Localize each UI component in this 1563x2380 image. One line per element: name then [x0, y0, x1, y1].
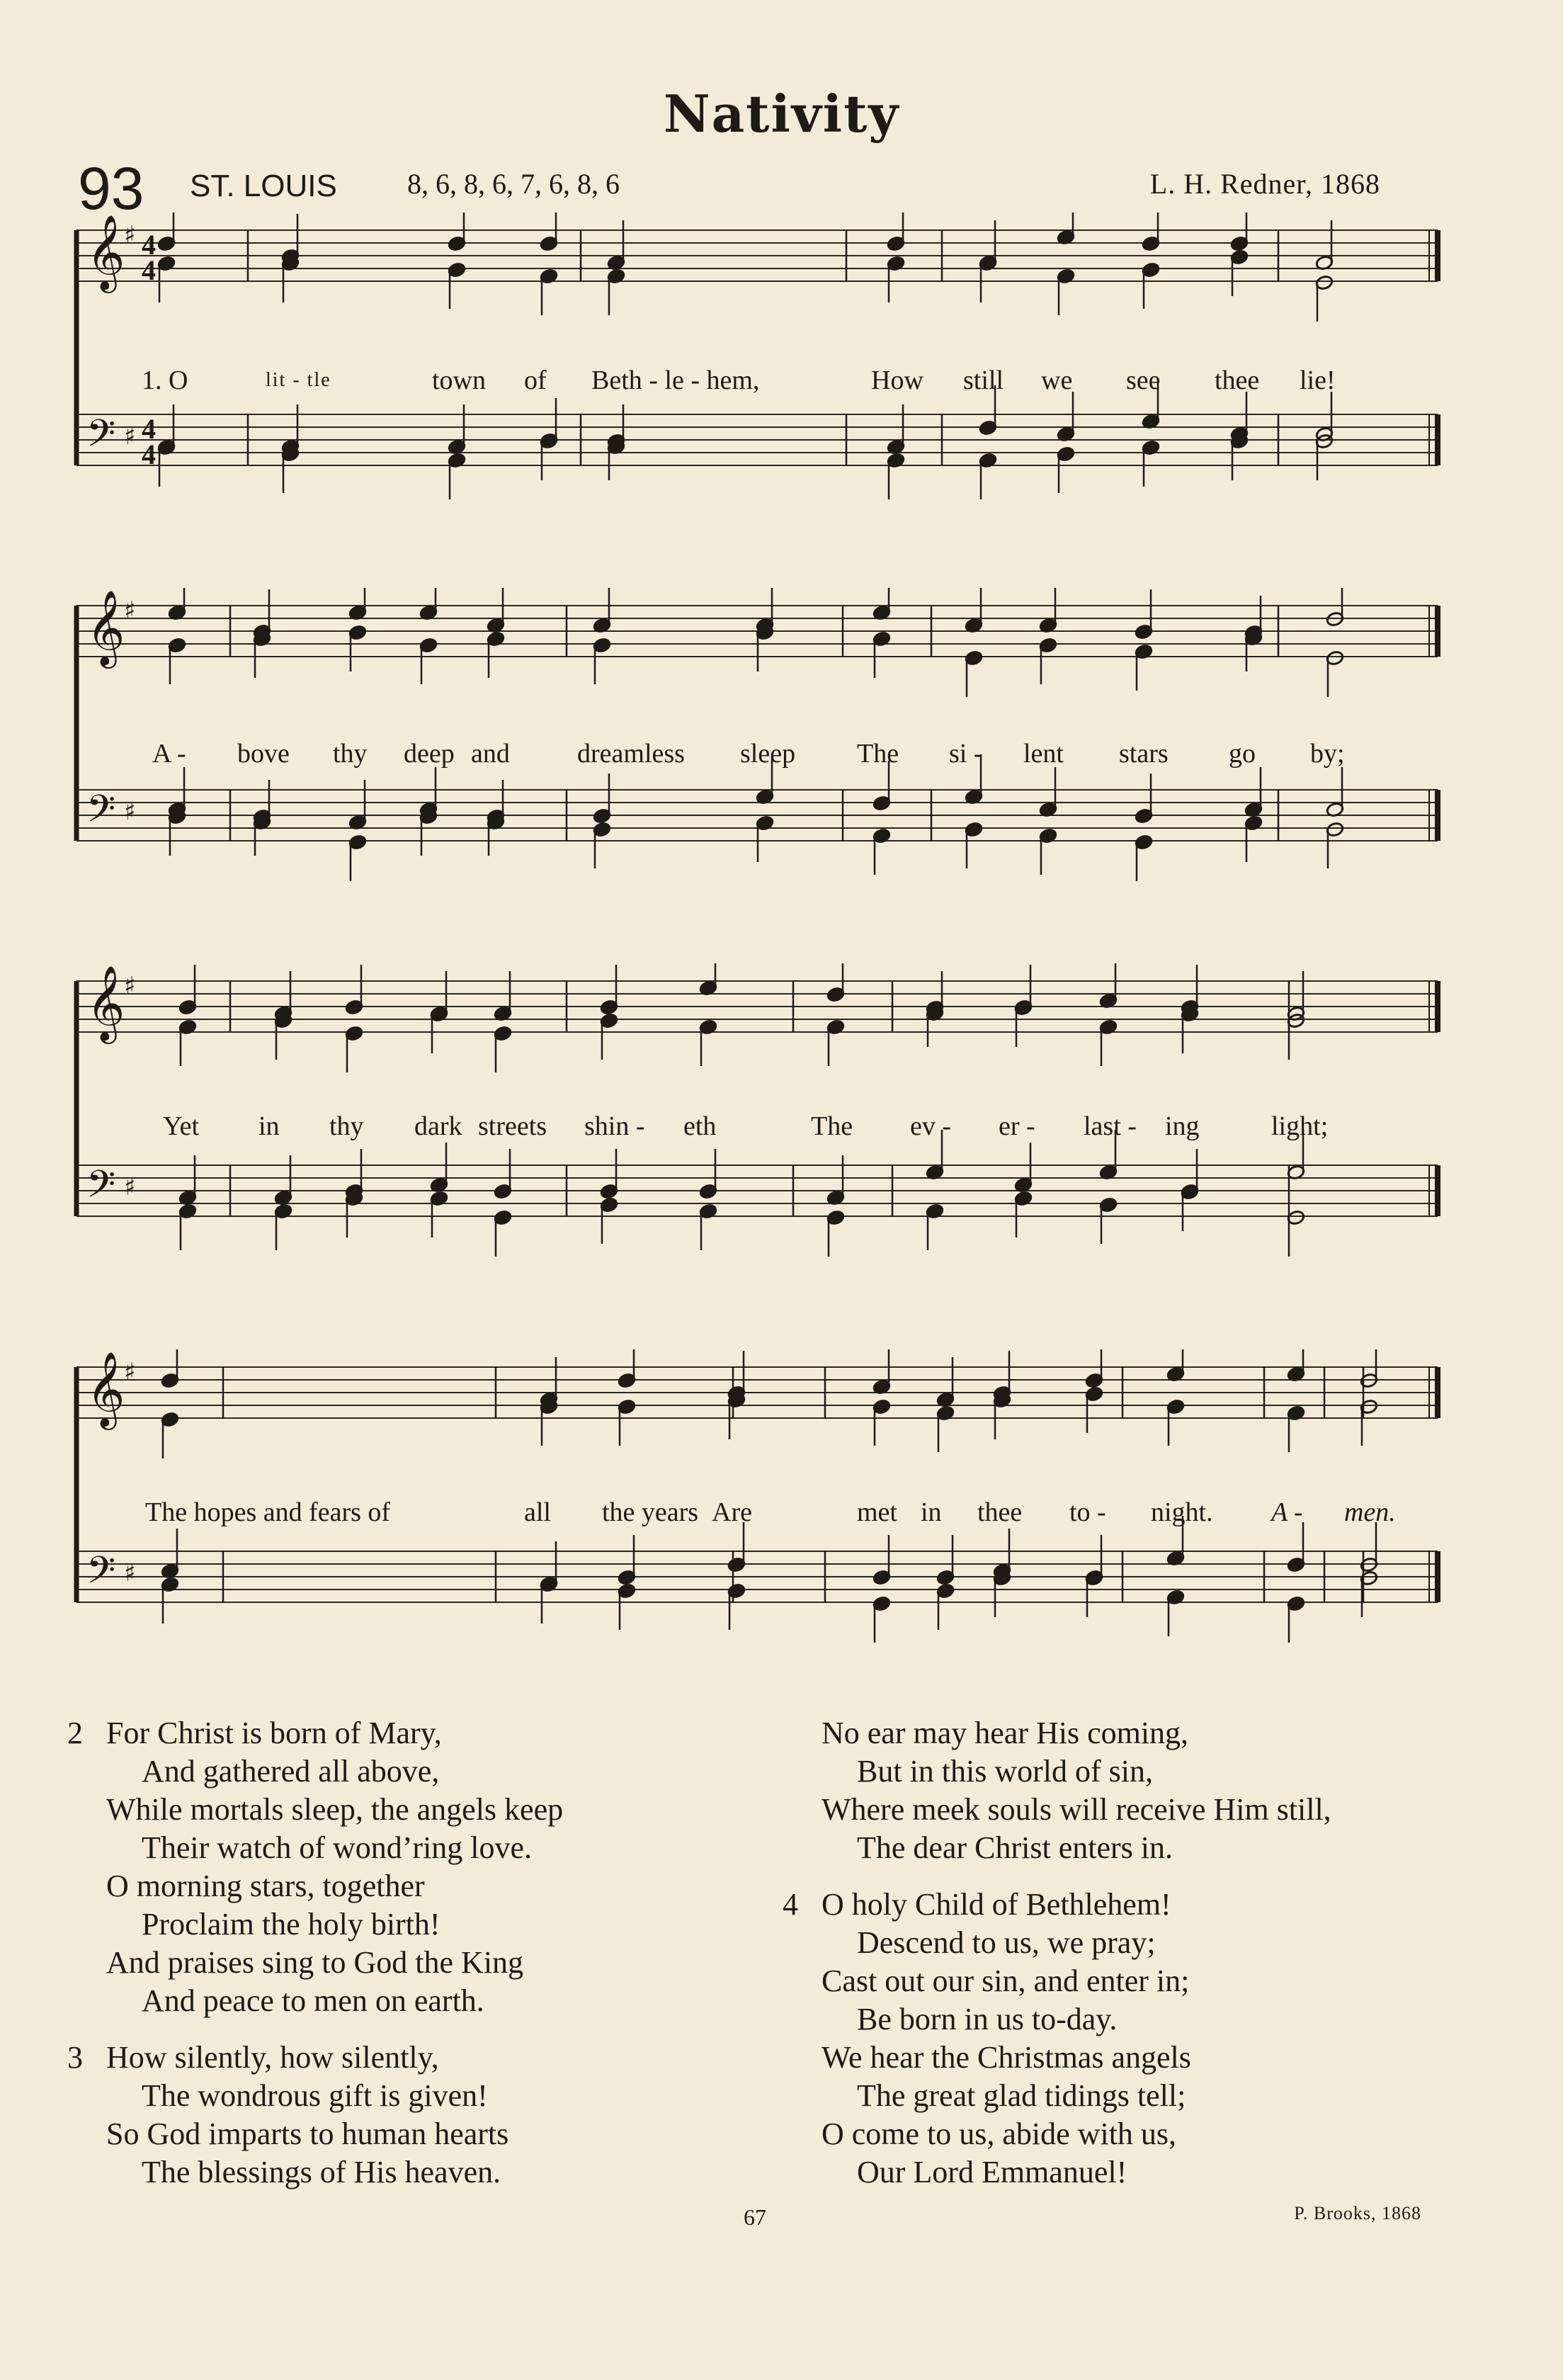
verse-line: O holy Child of Bethlehem!	[822, 1887, 1171, 1922]
verses-right-column	[783, 1714, 1462, 2210]
stanza	[783, 1886, 1462, 2192]
stanza-number: 4	[783, 1887, 798, 1922]
verse-line: We hear the Christmas angels	[822, 2040, 1191, 2075]
lyric-syllable: in	[258, 1111, 280, 1141]
lyric-syllable: si -	[949, 739, 983, 769]
lyric-syllable: 1. O	[142, 366, 188, 395]
lyric-syllable: in	[921, 1497, 942, 1527]
verse-line: How silently, how silently,	[106, 2040, 439, 2075]
lyric-syllable: thy	[329, 1111, 364, 1141]
lyric-syllable: night.	[1151, 1497, 1213, 1527]
lyric-syllable: deep	[404, 739, 455, 769]
sharp-icon: ♯	[124, 1173, 136, 1201]
lyric-syllable: ing	[1165, 1111, 1200, 1141]
treble-clef-icon: 𝄞	[86, 1351, 125, 1427]
lyric-syllable: Yet	[163, 1111, 200, 1141]
verse-line: Their watch of wond’ring love.	[142, 1830, 533, 1865]
lyric-syllable: The	[811, 1111, 853, 1141]
verse-line: The great glad tidings tell;	[857, 2078, 1186, 2113]
lyric-syllable: thy	[333, 739, 368, 769]
music-system-1	[71, 212, 1445, 538]
verse-line: O come to us, abide with us,	[822, 2116, 1177, 2151]
verses-left-column	[67, 1714, 747, 2210]
verse-line: And gathered all above,	[142, 1754, 440, 1789]
lyric-syllable: of	[524, 366, 547, 395]
lyric-syllable: to -	[1069, 1497, 1106, 1527]
lyrics-line-3	[71, 1111, 1445, 1146]
music-system-3	[71, 963, 1445, 1289]
time-signature-top: 4	[142, 413, 156, 445]
text-author: P. Brooks, 1868	[1294, 2203, 1421, 2223]
lyric-syllable: by;	[1310, 739, 1345, 769]
lyric-syllable: The hopes and fears of	[145, 1497, 391, 1527]
lyric-syllable: lent	[1023, 739, 1064, 769]
stanza	[67, 2039, 747, 2192]
treble-clef-icon: 𝄞	[86, 214, 125, 290]
meter: 8, 6, 8, 6, 7, 6, 8, 6	[407, 168, 620, 200]
stanza	[783, 1714, 1462, 1867]
verse-line: The wondrous gift is given!	[142, 2078, 488, 2113]
bass-clef-icon: 𝄢	[86, 1163, 116, 1216]
tune-name: ST. LOUIS	[190, 169, 337, 203]
lyric-syllable: Beth - le - hem,	[591, 366, 760, 395]
sharp-icon: ♯	[124, 422, 136, 450]
stanza-number: 2	[67, 1716, 83, 1750]
hymn-number: 93	[78, 155, 144, 222]
lyrics-line-1	[71, 365, 1445, 400]
lyric-syllable: eth	[683, 1111, 717, 1141]
lyric-syllable: dreamless	[577, 739, 685, 769]
verse-line: Descend to us, we pray;	[857, 1925, 1156, 1960]
verse-line: The blessings of His heaven.	[142, 2155, 501, 2189]
verse-line: O morning stars, together	[106, 1869, 425, 1903]
verse-line: No ear may hear His coming,	[822, 1716, 1189, 1750]
sharp-icon: ♯	[124, 1358, 136, 1386]
lyric-syllable: men.	[1344, 1497, 1396, 1527]
lyric-syllable: shin -	[584, 1111, 645, 1141]
lyrics-line-2	[71, 738, 1445, 774]
time-signature-bottom: 4	[142, 254, 156, 286]
sharp-icon: ♯	[124, 798, 136, 826]
stanza	[67, 1714, 747, 2020]
lyric-syllable: How	[871, 366, 923, 395]
lyric-syllable: last -	[1084, 1111, 1137, 1141]
lyric-syllable: and	[471, 739, 510, 769]
lyric-syllable: all	[524, 1497, 551, 1527]
lyric-syllable: the years	[602, 1497, 699, 1527]
bass-clef-icon: 𝄢	[86, 1549, 116, 1602]
lyrics-line-4	[71, 1497, 1445, 1532]
lyric-syllable: thee	[977, 1497, 1023, 1527]
verse-line: The dear Christ enters in.	[857, 1830, 1173, 1865]
lyric-syllable: we	[1041, 366, 1073, 395]
verses	[67, 1714, 1498, 2210]
composer: L. H. Redner, 1868	[1149, 168, 1380, 200]
sharp-icon: ♯	[124, 972, 136, 1000]
time-signature-bottom: 4	[142, 438, 156, 470]
treble-clef-icon: 𝄞	[86, 965, 125, 1041]
bass-clef-icon: 𝄢	[86, 412, 116, 465]
verse-line: And peace to men on earth.	[142, 1983, 484, 2018]
verse-line: Proclaim the holy birth!	[142, 1907, 441, 1942]
lyric-syllable: stars	[1119, 739, 1169, 769]
lyric-syllable: The	[857, 739, 899, 769]
music-system-2	[71, 588, 1445, 914]
verse-line: While mortals sleep, the angels keep	[106, 1792, 564, 1827]
lyric-syllable: still	[963, 366, 1004, 395]
lyric-syllable: A -	[1271, 1497, 1303, 1527]
sharp-icon: ♯	[124, 596, 136, 625]
verse-line: And praises sing to God the King	[106, 1945, 524, 1980]
time-signature-top: 4	[142, 229, 156, 261]
lyric-syllable: ev -	[910, 1111, 952, 1141]
page-number: 67	[744, 2204, 766, 2230]
lyric-syllable: go	[1229, 739, 1256, 769]
treble-clef-icon: 𝄞	[86, 589, 125, 665]
lyric-syllable: see	[1126, 366, 1161, 395]
verse-line: But in this world of sin,	[857, 1754, 1154, 1789]
section-title: Nativity	[663, 84, 900, 144]
music-system-4	[71, 1349, 1445, 1675]
lyric-syllable: light;	[1271, 1111, 1329, 1141]
lyric-syllable: lit - tle	[266, 369, 331, 391]
sharp-icon: ♯	[124, 1559, 136, 1587]
lyric-syllable: Are	[712, 1497, 752, 1527]
lyric-syllable: A -	[152, 739, 186, 769]
sharp-icon: ♯	[124, 221, 136, 249]
lyric-syllable: sleep	[740, 739, 796, 769]
verse-line: So God imparts to human hearts	[106, 2116, 509, 2151]
verse-line: Cast out our sin, and enter in;	[822, 1964, 1190, 1998]
verse-line: For Christ is born of Mary,	[106, 1716, 442, 1750]
bass-clef-icon: 𝄢	[86, 788, 116, 840]
lyric-syllable: er -	[999, 1111, 1035, 1141]
stanza-number: 3	[67, 2040, 83, 2075]
verse-line: Be born in us to-day.	[857, 2002, 1118, 2036]
lyric-syllable: met	[857, 1497, 897, 1527]
lyric-syllable: bove	[237, 739, 290, 769]
lyric-syllable: thee	[1215, 366, 1260, 395]
lyric-syllable: town	[432, 366, 486, 395]
verse-line: Where meek souls will receive Him still,	[822, 1792, 1331, 1827]
lyric-syllable: lie!	[1300, 366, 1336, 395]
lyric-syllable: dark	[414, 1111, 462, 1141]
verse-line: Our Lord Emmanuel!	[857, 2155, 1127, 2189]
lyric-syllable: streets	[478, 1111, 547, 1141]
